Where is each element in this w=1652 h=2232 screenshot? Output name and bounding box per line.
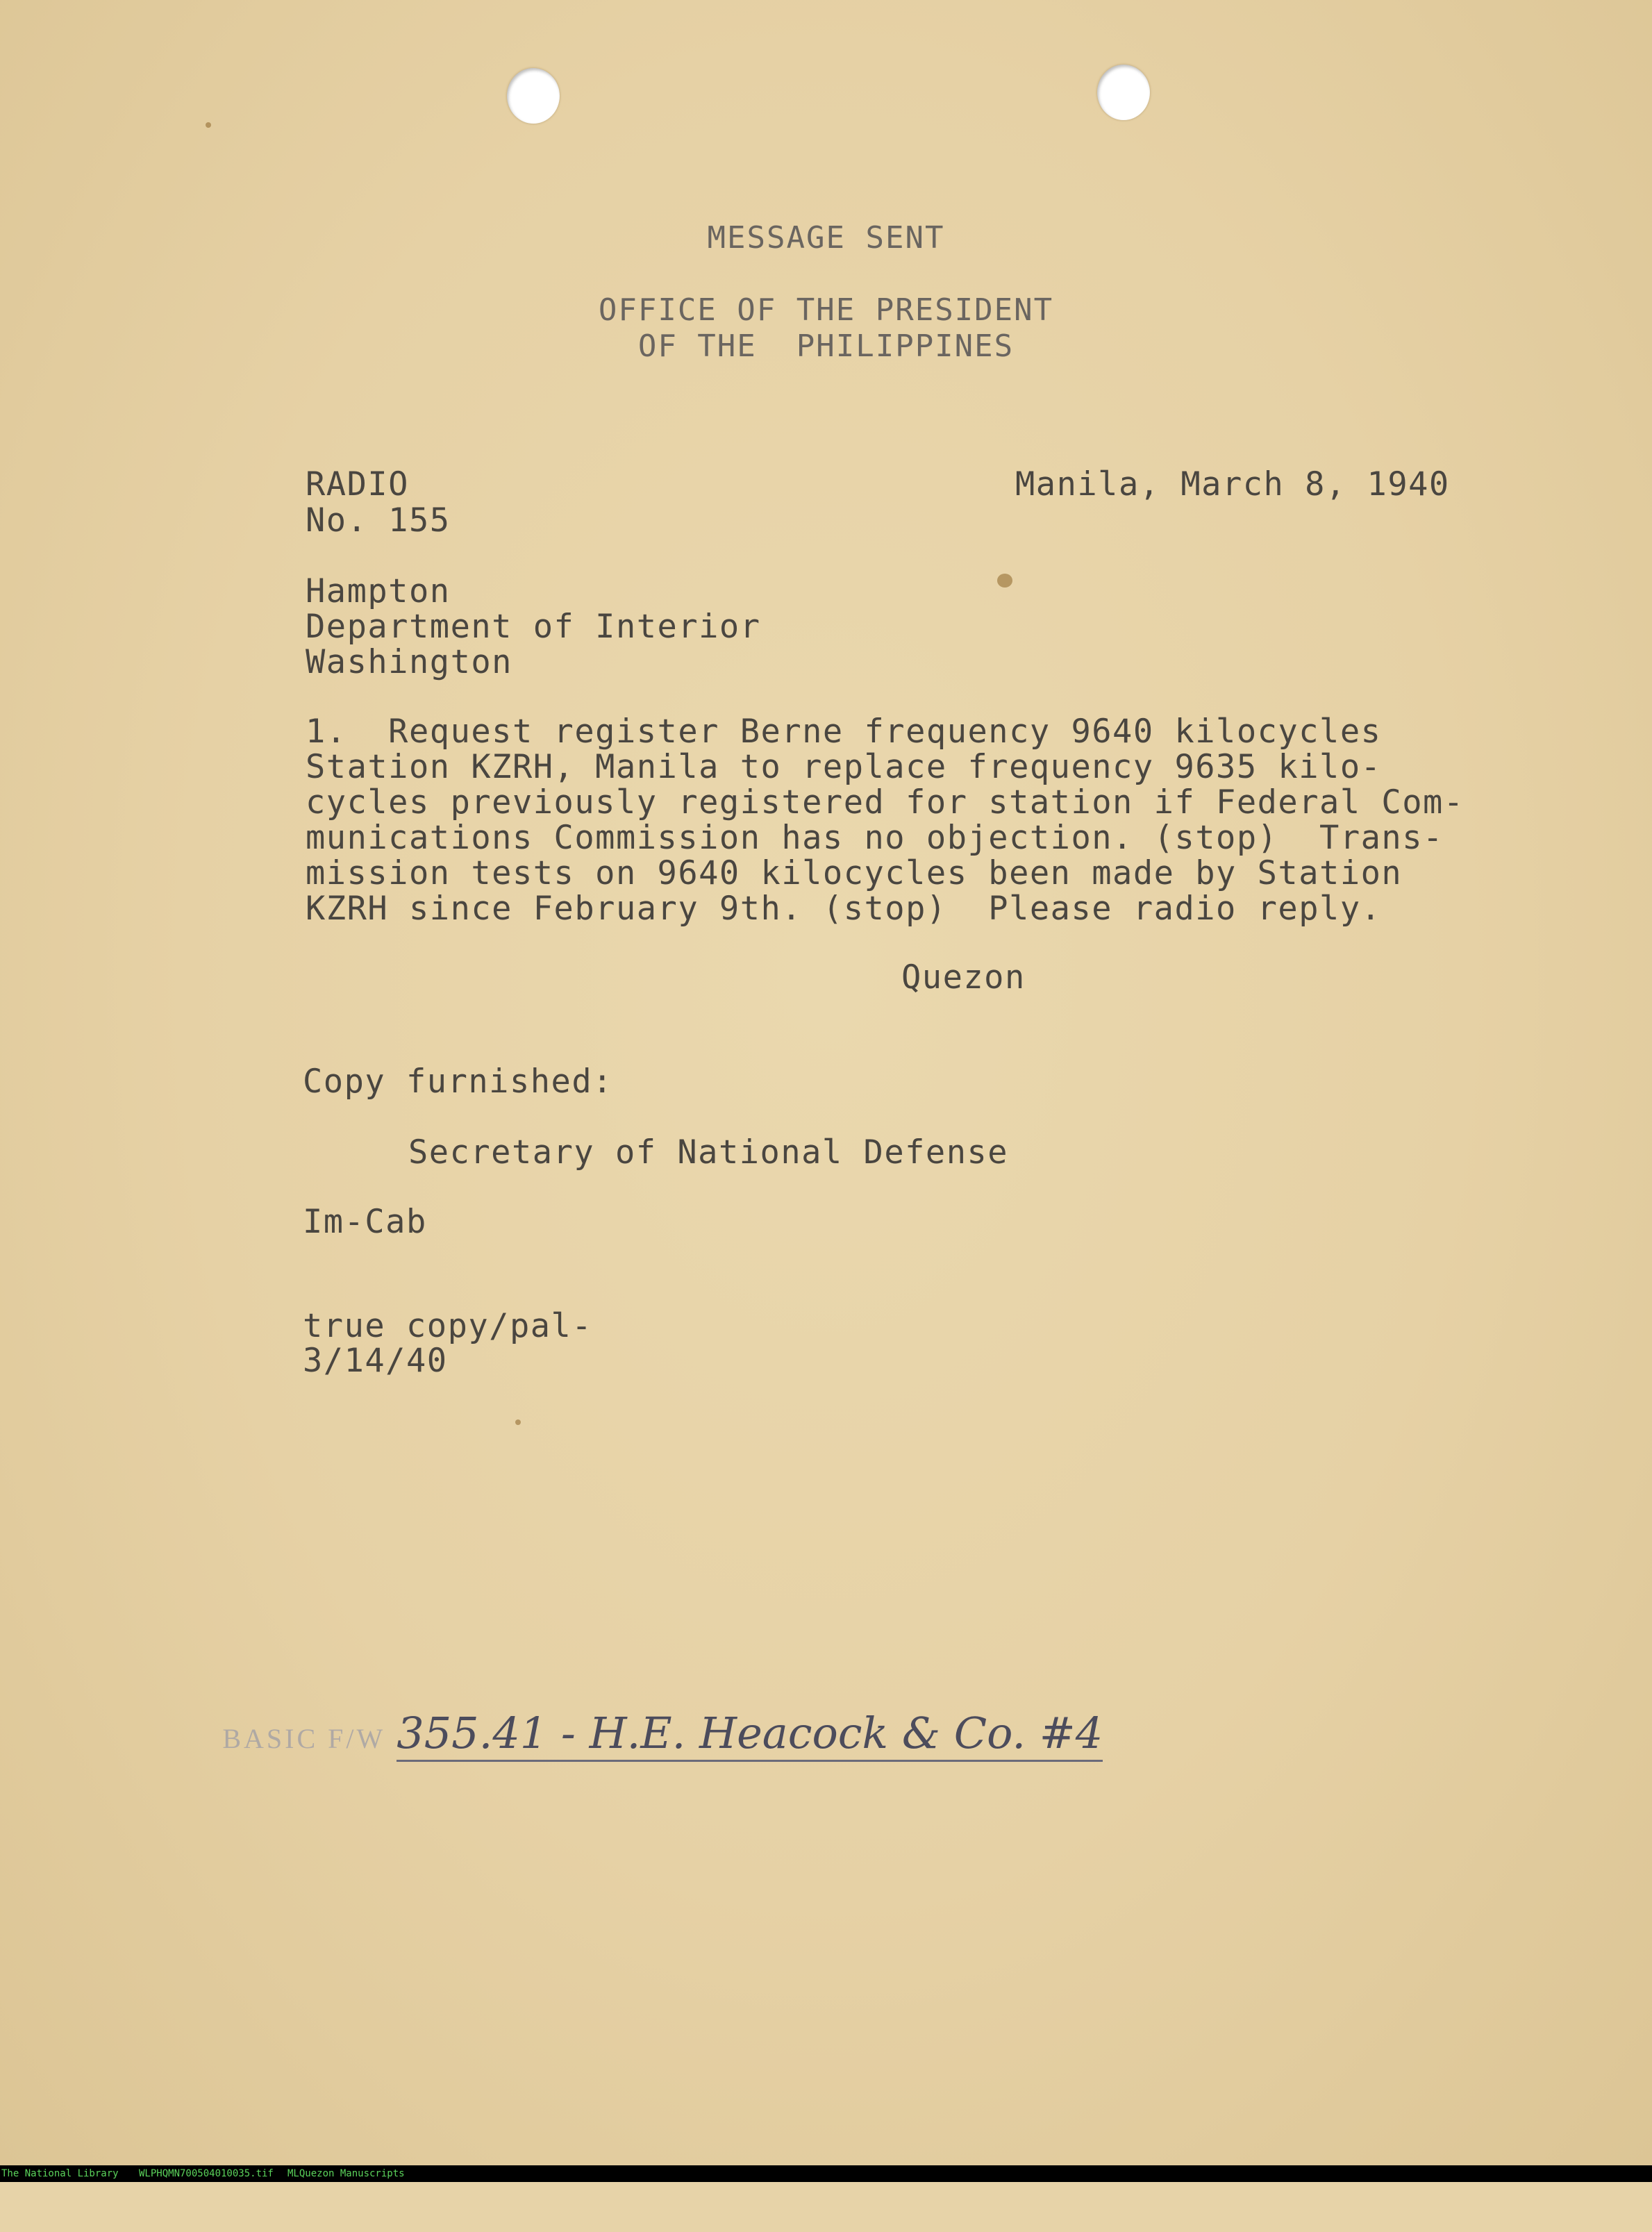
stain-spot: [206, 122, 211, 128]
message-type: RADIO: [306, 465, 409, 503]
footer-library: The National Library: [1, 2168, 119, 2179]
initials: Im-Cab: [303, 1203, 427, 1241]
message-number: No. 155: [306, 501, 451, 540]
body-line: munications Commission has no objection. (stop) Trans-: [306, 819, 1444, 857]
addressee-department: Department of Interior: [306, 608, 761, 646]
body-line: KZRH since February 9th. (stop) Please radio reply.: [306, 890, 1382, 928]
header-message-sent: MESSAGE SENT: [707, 220, 945, 256]
copy-furnished-label: Copy furnished:: [303, 1063, 613, 1101]
body-line: mission tests on 9640 kilocycles been made by Station: [306, 854, 1403, 892]
handwritten-reference: 355.41 - H.E. Heacock & Co. #4: [397, 1708, 1103, 1762]
body-line: cycles previously registered for station if Federal Com-: [306, 783, 1465, 822]
header-philippines: OF THE PHILIPPINES: [637, 328, 1015, 364]
footer-file: WLPHQMN700504010035.tif: [139, 2168, 274, 2179]
place-date: Manila, March 8, 1940: [1015, 465, 1450, 503]
stain-spot: [515, 1419, 521, 1425]
addressee-name: Hampton: [306, 572, 451, 610]
scan-footer: [0, 2165, 1652, 2182]
body-line: Station KZRH, Manila to replace frequency 9635 kilo-: [306, 748, 1382, 786]
header-office: OFFICE OF THE PRESIDENT: [598, 292, 1054, 328]
footer-collection: MLQuezon Manuscripts: [287, 2168, 405, 2179]
filing-stamp: BASIC F/W: [222, 1723, 386, 1754]
signature: Quezon: [901, 958, 1026, 997]
body-line: 1. Request register Berne frequency 9640 kilocycles: [306, 713, 1382, 751]
true-copy-line: true copy/pal-: [303, 1307, 593, 1345]
punch-hole-right: [1097, 65, 1150, 120]
punch-hole-left: [507, 68, 560, 124]
stain-spot: [997, 574, 1012, 588]
copy-recipient: Secretary of National Defense: [408, 1133, 1009, 1172]
filing-annotation: [208, 1694, 1103, 1772]
addressee-city: Washington: [306, 643, 512, 681]
true-copy-date: 3/14/40: [303, 1342, 448, 1380]
